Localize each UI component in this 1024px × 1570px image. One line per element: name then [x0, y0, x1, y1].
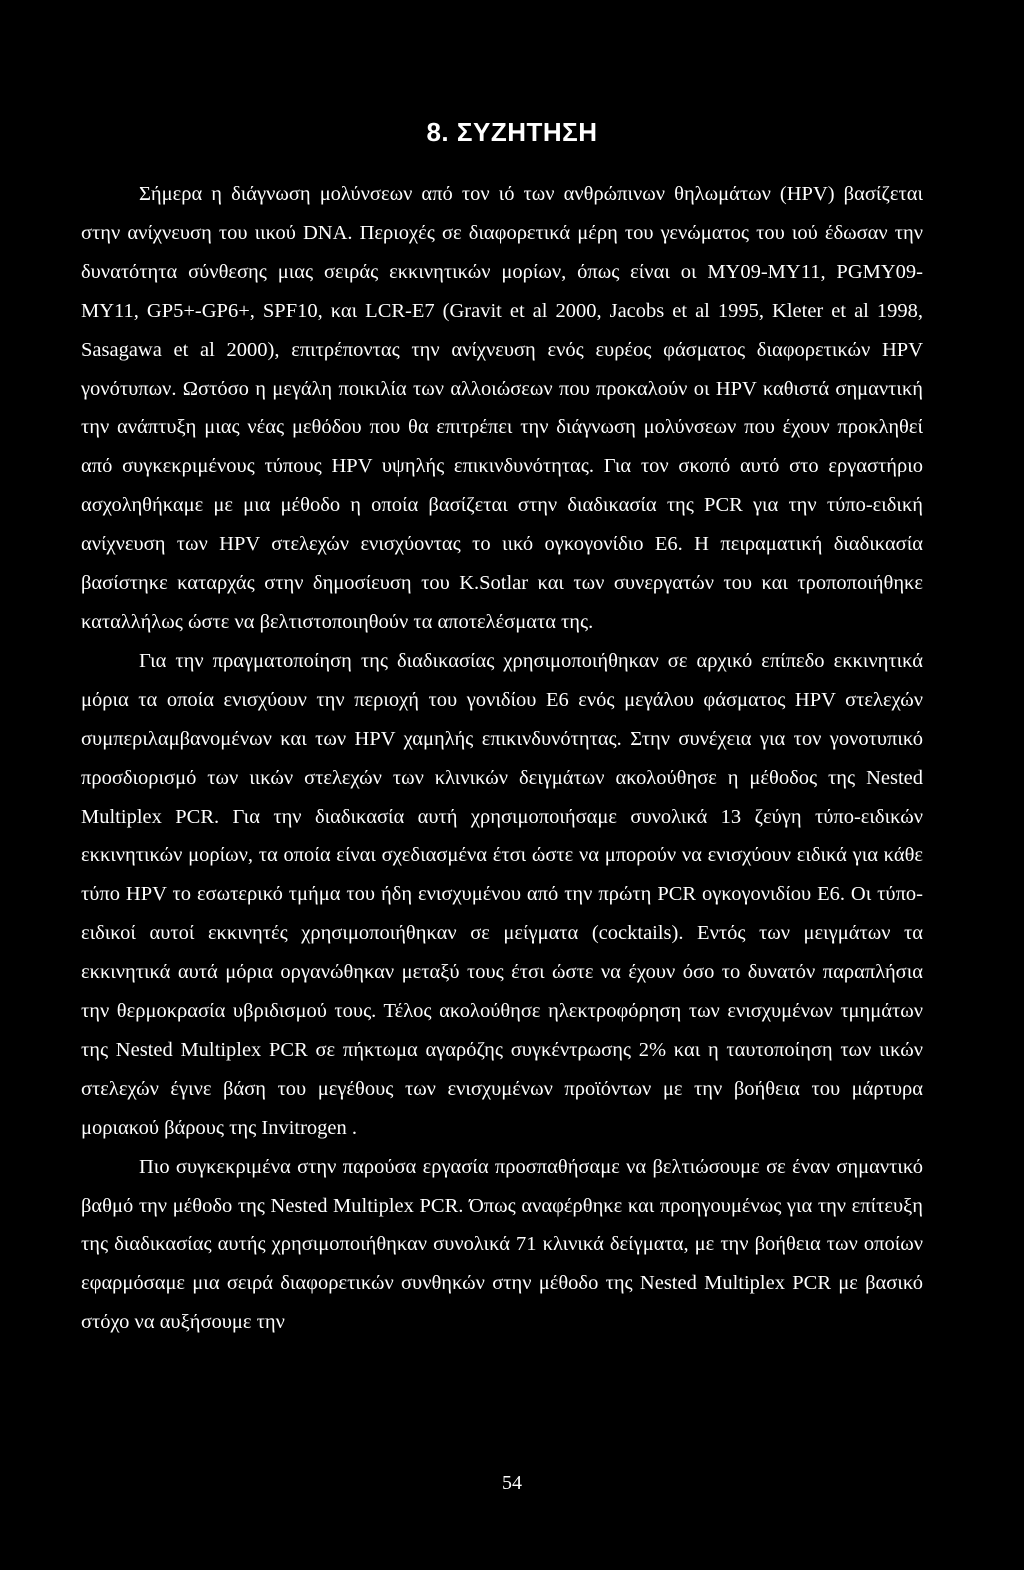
section-heading: 8. ΣΥΖΗΤΗΣΗ — [426, 117, 598, 147]
paragraph-1: Σήμερα η διάγνωση μολύνσεων από τον ιό των ανθρώπινων θηλωμάτων (HPV) βασίζεται στην ανίχνευση του ιικού DNA. Περιοχές σε διαφορετικά μέρη του γενώματος του ιού έδωσαν την δυνατότητα σύνθεσης μιας σειράς εκκινητικών μορίων, όπως είναι οι MY09-MY11, PGMY09-MY11, GP5+-GP6+, SPF10, και LCR-E7 (Gravit et al 2000, Jacobs et al 1995, Kleter et al 1998, Sasagawa et al 2000), επιτρέποντας την ανίχνευση ενός ευρέος φάσματος διαφορετικών HPV γονότυπων. Ωστόσο η μεγάλη ποικιλία των αλλοιώσεων που προκαλούν οι HPV καθιστά σημαντική την ανάπτυξη μιας νέας μεθόδου που θα επιτρέπει την διάγνωση μολύνσεων που έχουν προκληθεί από συγκεκριμένους τύπους HPV υψηλής επικινδυνότητας. Για τον σκοπό αυτό στο εργαστήριο ασχοληθήκαμε με μια μέθοδο η οποία βασίζεται στην διαδικασία της PCR για την τύπο-ειδική ανίχνευση των HPV στελεχών ενισχύοντας το ιικό ογκογονίδιο E6. Η πειραματική διαδικασία βασίστηκε καταρχάς στην δημοσίευση του K.Sotlar και των συνεργατών του και τροποποιήθηκε καταλλήλως ώστε να βελτιστοποιηθούν τα αποτελέσματα της. — [81, 183, 923, 633]
paragraph-3: Πιο συγκεκριμένα στην παρούσα εργασία προσπαθήσαμε να βελτιώσουμε σε έναν σημαντικό βαθμό την μέθοδο της Nested Multiplex PCR. Όπως αναφέρθηκε και προηγουμένως για την επίτευξη της διαδικασίας αυτής χρησιμοποιήθηκαν συνολικά 71 κλινικά δείγματα, με την βοήθεια των οποίων εφαρμόσαμε μια σειρά διαφορετικών συνθηκών στην μέθοδο της Nested Multiplex PCR με βασικό στόχο να αυξήσουμε την — [81, 1155, 923, 1334]
body-text — [81, 175, 923, 1342]
page-number: 54 — [502, 1472, 522, 1494]
paragraph-2: Για την πραγματοποίηση της διαδικασίας χρησιμοποιήθηκαν σε αρχικό επίπεδο εκκινητικά μόρια τα οποία ενισχύουν την περιοχή του γονιδίου E6 ενός μεγάλου φάσματος HPV στελεχών συμπεριλαμβανομένων και των HPV χαμηλής επικινδυνότητας. Στην συνέχεια για τον γονοτυπικό προσδιορισμό των ιικών στελεχών των κλινικών δειγμάτων ακολούθησε η μέθοδος της Nested Multiplex PCR. Για την διαδικασία αυτή χρησιμοποιήσαμε συνολικά 13 ζεύγη τύπο-ειδικών εκκινητικών μορίων, τα οποία είναι σχεδιασμένα έτσι ώστε να μπορούν να ενισχύουν ειδικά για κάθε τύπο HPV το εσωτερικό τμήμα του ήδη ενισχυμένου από την πρώτη PCR ογκογονιδίου E6. Οι τύπο-ειδικοί αυτοί εκκινητές χρησιμοποιήθηκαν σε μείγματα (cocktails). Εντός των μειγμάτων τα εκκινητικά αυτά μόρια οργανώθηκαν μεταξύ τους έτσι ώστε να έχουν όσο το δυνατόν παραπλήσια την θερμοκρασία υβριδισμού τους. Τέλος ακολούθησε ηλεκτροφόρηση των ενισχυμένων τμημάτων της Nested Multiplex PCR σε πήκτωμα αγαρόζης συγκέντρωσης 2% και η ταυτοποίηση των ιικών στελεχών έγινε βάση του μεγέθους των ενισχυμένων προϊόντων με την βοήθεια του μάρτυρα μοριακού βάρους της Invitrogen . — [81, 649, 923, 1139]
